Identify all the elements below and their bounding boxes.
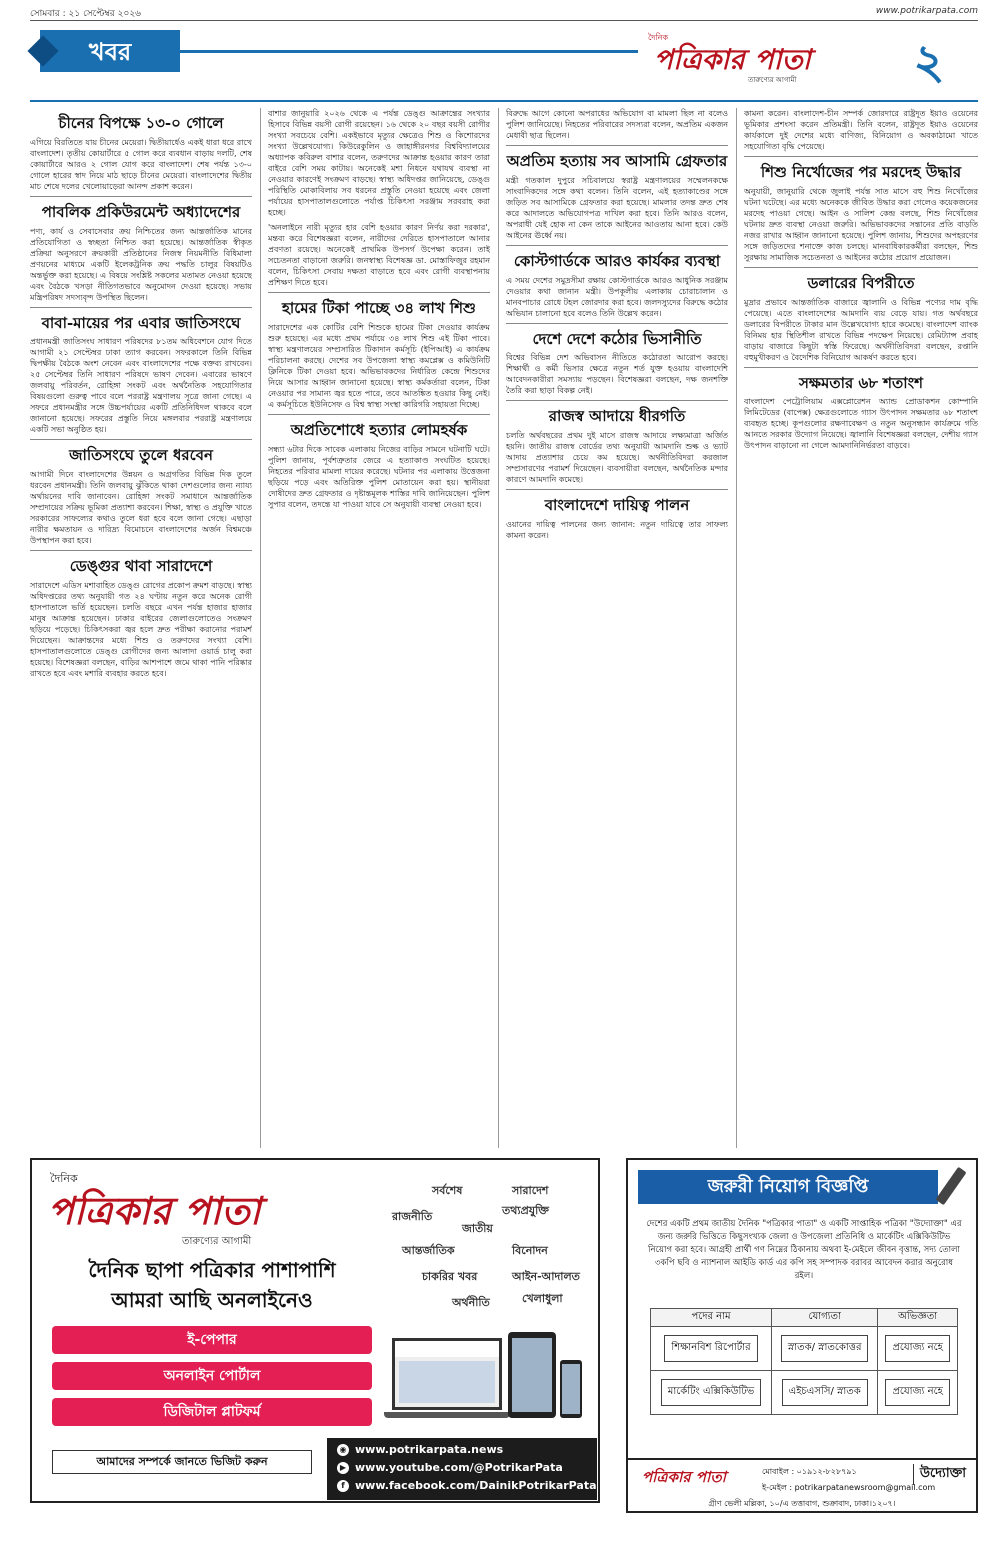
article-divider	[506, 323, 728, 324]
column-divider	[736, 108, 737, 1148]
headline[interactable]: ডেঙ্গুর থাবা সারাদেশে	[69, 557, 213, 575]
headline[interactable]: পাবলিক প্রকিউরমেন্ট অধ্যাদেশের	[41, 202, 241, 221]
category-item[interactable]: চাকরির খবর	[422, 1270, 478, 1283]
article-body: প্রধানমন্ত্রী জাতিসংঘ সাধারণ পরিষদের ৮১তম অধিবেশনে যোগ দিতে আগামী ২১ সেপ্টেম্বর ঢাকা ত্যাগ করবেন। সফরকালে তিনি বিভিন্ন দ্বিপক্ষীয় বৈঠকে অংশ নেবেন এবং বাংলাদেশের পক্ষে বক্তব্য রাখবেন। ২৫ সেপ্টেম্বর তিনি সাধারণ পরিষদে ভাষণ দেবেন। এবারের ভাষণে জলবায়ু পরিবর্তন, রোহিঙ্গা সংকট এবং অর্থনৈতিক সহযোগিতার বিষয়গুলো গুরুত্ব পাবে বলে পররাষ্ট্র মন্ত্রণালয় সূত্রে জানা গেছে। এ সফরে প্রধানমন্ত্রীর সঙ্গে উচ্চপর্যায়ের একটি প্রতিনিধিদল থাকবে বলে জানানো হয়েছে। সফরের প্রস্তুতি নিয়ে মঙ্গলবার পররাষ্ট্র মন্ত্রণালয়ে একটি সভা অনুষ্ঠিত হয়।	[30, 337, 252, 435]
contact-phone[interactable]: মোবাইল : ০১৯১২-৮২৮৭৯১	[762, 1467, 857, 1476]
top-bar	[30, 6, 978, 20]
article-body: অনুযায়ী, জানুয়ারি থেকে জুলাই পর্যন্ত সাত মাসে বহু শিশু নিখোঁজের ঘটনা ঘটেছে। এর মধ্যে অনেককে জীবিত উদ্ধার করা গেলেও কয়েকজনের মরদেহ পাওয়া গেছে। আইন ও সালিশ কেন্দ্র বলছে, শিশু নিখোঁজের ঘটনায় দ্রুত ব্যবস্থা নেওয়া জরুরি। অভিভাবকদের সন্তানের প্রতি বাড়তি নজর রাখার আহ্বান জানানো হয়েছে। পুলিশ জানায়, শিশুদের অপহরণের সঙ্গে জড়িতদের শনাক্তে কাজ চলছে। মানবাধিকারকর্মীরা বলছেন, শিশু সুরক্ষায় সামাজিক সচেতনতা ও আইনের কঠোর প্রয়োগ প্রয়োজন।	[744, 186, 978, 262]
masthead-logo	[648, 32, 868, 82]
pen-icon	[938, 1166, 966, 1210]
headline[interactable]: ডলারের বিপরীতে	[807, 273, 915, 292]
table-header: পদের নাম	[651, 1309, 772, 1327]
facebook-link[interactable]: f www.facebook.com/DainikPotrikarPata	[337, 1478, 597, 1494]
headline[interactable]: জাতিসংঘে তুলে ধরবেন	[69, 446, 213, 465]
facebook-icon: f	[337, 1480, 349, 1492]
ad-brand-name: পত্রিকার পাতা	[48, 1188, 261, 1233]
issue-date: সোমবার : ২১ সেপ্টেম্বর ২০২৬	[30, 9, 142, 19]
category-item[interactable]: তথ্যপ্রযুক্তি	[502, 1204, 549, 1217]
headline[interactable]: চীনের বিপক্ষে ১৩-০ গোলে	[58, 114, 224, 132]
article-divider	[506, 145, 728, 146]
category-item[interactable]: অর্থনীতি	[452, 1296, 490, 1309]
digital-platform-button[interactable]: ডিজিটাল প্লাটফর্ম	[52, 1398, 372, 1426]
article-divider	[506, 400, 728, 401]
job-ad	[626, 1158, 978, 1513]
devices-illustration	[392, 1332, 582, 1442]
masthead-name: পত্রিকার পাতা	[654, 43, 811, 76]
table-header: অভিজ্ঞতা	[878, 1309, 958, 1327]
headline[interactable]: অপ্রতিশোধে হত্যার লোমহর্ষক	[290, 420, 468, 439]
article-body: ওয়ানের দায়িত্ব পালনের জন্য জানান: নতুন দায়িত্বে তার সাফল্য কামনা করেন।	[506, 519, 728, 540]
column-4	[744, 108, 978, 1148]
table-cell: স্নাতক/ স্নাতকোত্তর	[781, 1335, 869, 1362]
column-divider	[260, 108, 261, 1148]
section-tab	[40, 30, 180, 72]
article-body: সারাদেশে এডিস মশাবাহিত ডেঙ্গু রোগের প্রকোপ ক্রমশ বাড়ছে। স্বাস্থ্য অধিদপ্তরের তথ্য অনুযায়ী গত ২৪ ঘণ্টায় নতুন করে অনেক রোগী হাসপাতালে ভর্তি হয়েছেন। চলতি বছরে এখন পর্যন্ত হাজার হাজার মানুষ আক্রান্ত হয়েছেন। ঢাকার বাইরের জেলাগুলোতেও সংক্রমণ ছড়িয়ে পড়েছে। চিকিৎসকরা জ্বর হলে দ্রুত পরীক্ষা করানোর পরামর্শ দিয়েছেন। আক্রান্তদের মধ্যে শিশু ও তরুণদের সংখ্যা বেশি। হাসপাতালগুলোতে ডেঙ্গু রোগীদের জন্য আলাদা ওয়ার্ড চালু করা হয়েছে। বিশেষজ্ঞরা বলছেন, বাড়ির আশপাশে জমে থাকা পানি পরিষ্কার রাখতে হবে এবং মশারি ব্যবহার করতে হবে।	[30, 580, 252, 678]
article-divider	[30, 439, 252, 440]
category-item[interactable]: জাতীয়	[462, 1222, 493, 1235]
headline[interactable]: বাবা-মায়ের পর এবার জাতিসংঘে	[41, 313, 241, 332]
category-item[interactable]: খেলাধুলা	[522, 1292, 563, 1305]
headline[interactable]: সক্ষমতার ৬৮ শতাংশ	[799, 373, 923, 392]
table-cell: শিক্ষানবিশ রিপোর্টার	[664, 1335, 757, 1362]
column-1	[30, 108, 252, 1148]
category-item[interactable]: সারাদেশ	[512, 1184, 549, 1197]
article-body: বাশার জানুয়ারি ২০২৬ থেকে এ পর্যন্ত ডেঙ্গু আক্রান্তের সংখ্যার হিসাবে বিভিন্ন বয়সী রোগী রয়েছেন। ১৬ থেকে ২০ বছর বয়সী রোগীর সংখ্যা সবচেয়ে বেশি। একইভাবে মৃত্যুর ক্ষেত্রেও শিশু ও কিশোরদের সংখ্যা উল্লেখযোগ্য। কিউরেকুলিন ও জাহাঙ্গীরনগর বিশ্ববিদ্যালয়ের অধ্যাপক কবিরুল বাশার বলেন, তরুণদের আক্রান্ত হওয়ার কারণ তারা বাইরে বেশি সময় কাটায়। অনেকেই মশা নিধনে যথাযথ ব্যবস্থা না নেওয়ার কারণেই সংক্রমণ বাড়ছে। স্বাস্থ্য অধিদপ্তর জানিয়েছে, ডেঙ্গু পরিস্থিতি মোকাবিলায় সব ধরনের প্রস্তুতি নেওয়া হয়েছে এবং জেলা পর্যায়ের হাসপাতালগুলোতে পর্যাপ্ত চিকিৎসা সরঞ্জাম সরবরাহ করা হচ্ছে।	[268, 109, 490, 217]
article-body: চলতি অর্থবছরের প্রথম দুই মাসে রাজস্ব আদায়ে লক্ষ্যমাত্রা অর্জিত হয়নি। জাতীয় রাজস্ব বোর্ডের তথ্য অনুযায়ী আমদানি শুল্ক ও ভ্যাট আদায় প্রত্যাশার চেয়ে কম হয়েছে। অর্থনীতিবিদরা করজাল সম্প্রসারণের পরামর্শ দিয়েছেন। ব্যবসায়ীরা বলছেন, অর্থনৈতিক মন্দার কারণে আমদানি কমেছে।	[506, 431, 728, 484]
article-body: মুদ্রার প্রভাবে আন্তর্জাতিক বাজারে জ্বালানি ও বিভিন্ন পণ্যের দাম বৃদ্ধি পেয়েছে। এতে বাংলাদেশের আমদানি ব্যয় বেড়ে যায়। গত অর্থবছরে ডলারের বিপরীতে টাকার মান উল্লেখযোগ্য হারে কমেছে। বাংলাদেশ ব্যাংক বিনিময় হার স্থিতিশীল রাখতে বিভিন্ন পদক্ষেপ নিয়েছে। রেমিট্যান্স প্রবাহ বাড়ায় বাজারে কিছুটা স্বস্তি ফিরেছে। অর্থনীতিবিদরা বলছেন, রপ্তানি বহুমুখীকরণ ও বৈদেশিক বিনিয়োগ আকর্ষণ করতে হবে।	[744, 297, 978, 362]
news-columns	[30, 108, 978, 1148]
headline[interactable]: বাংলাদেশে দায়িত্ব পালন	[544, 496, 690, 514]
site-url[interactable]: www.potrikarpata.com	[875, 6, 978, 16]
headline[interactable]: হামের টিকা পাচ্ছে ৩৪ লাখ শিশু	[282, 299, 476, 317]
article-divider	[506, 489, 728, 490]
section-title: খবর	[88, 37, 132, 66]
ad-headline-1: দৈনিক ছাপা পত্রিকার পাশাপাশি	[88, 1258, 336, 1282]
category-list	[382, 1180, 592, 1320]
page-header	[30, 26, 978, 94]
article-body: এ সময় দেশের সমুদ্রসীমা রক্ষায় কোস্টগার্ডকে আরও আধুনিক সরঞ্জাম দেওয়ার কথা জানান মন্ত্রী। উপকূলীয় এলাকায় চোরাচালান ও মানবপাচার রোধে টহল জোরদার করা হবে। জলদস্যুদের বিরুদ্ধে কঠোর অভিযান চালানো হবে বলেও তিনি উল্লেখ করেন।	[506, 275, 728, 318]
ad-brand-tagline: তারুণ্যের আগামী	[182, 1236, 252, 1247]
job-ad-banner: জরুরী নিয়োগ বিজ্ঞপ্তি	[638, 1170, 938, 1204]
job-ad-description: দেশের একটি প্রথম জাতীয় দৈনিক "পত্রিকার পাতা" ও একটি সাপ্তাহিক পত্রিকা "উদ্যোক্তা" এর জন্য জরুরি ভিত্তিতে কিছুসংখ্যক জেলা ও উপজেলা প্রতিনিধি ও মার্কেটিং এক্সিকিউটিভ নিয়োগ করা হবে। আগ্রহী প্রার্থী গণ নিম্নের ঠিকানায় অথবা ই-মেইলে জীবন বৃত্তান্ত, সদ্য তোলা ৩কপি ছবি ও ন্যাশনাল আইডি কার্ড এর কপি সহ সম্পাদক বরাবর আবেদন করার অনুরোধ রইল।	[646, 1219, 962, 1281]
article-divider	[30, 196, 252, 197]
article-divider	[744, 156, 978, 157]
ad-headline-2: আমরা আছি অনলাইনেও	[111, 1288, 313, 1312]
epaper-button[interactable]: ই-পেপার	[52, 1326, 372, 1354]
table-row	[651, 1327, 958, 1371]
header-rule	[180, 50, 638, 53]
article-body: বিরুদ্ধে আগে কোনো অপরাধের অভিযোগ বা মামলা ছিল না বলেও পুলিশ জানিয়েছে। নিহতের পরিবারের সদস্যরা বলেন, অপ্রতিম একজন মেধাবী ছাত্র ছিলেন।	[506, 109, 728, 140]
article-divider	[268, 414, 490, 415]
headline[interactable]: দেশে দেশে কঠোর ভিসানীতি	[532, 329, 702, 348]
article-body: কামনা করেন। বাংলাদেশ-চীন সম্পর্ক জোরদারে রাষ্ট্রদূত ইয়াও ওয়েনের ভূমিকার প্রশংসা করেন প্রতিমন্ত্রী। তিনি বলেন, রাষ্ট্রদূত ইয়াও ওয়েনের কার্যকালে দুই দেশের মধ্যে বাণিজ্য, বিনিয়োগ ও অবকাঠামো খাতে সহযোগিতা বৃদ্ধি পেয়েছে।	[744, 109, 978, 151]
globe-icon: ◉	[337, 1444, 349, 1456]
article-divider	[30, 307, 252, 308]
article-body: আগামী দিনে বাংলাদেশের উন্নয়ন ও অগ্রগতির বিভিন্ন দিক তুলে ধরবেন প্রধানমন্ত্রী। তিনি জলবায়ু ঝুঁকিতে থাকা দেশগুলোর জন্য ন্যায্য অর্থায়নের দাবি জানাবেন। রোহিঙ্গা সংকট সমাধানে আন্তর্জাতিক সম্প্রদায়ের সক্রিয় ভূমিকা প্রত্যাশা করবেন। শিক্ষা, স্বাস্থ্য ও প্রযুক্তি খাতে সরকারের সাফল্যের কথাও তুলে ধরা হবে বলে জানা গেছে। এছাড়া নারীর ক্ষমতায়ন ও দারিদ্র্য বিমোচনে বাংলাদেশের অর্জন বিশ্বমঞ্চে উপস্থাপন করা হবে।	[30, 470, 252, 545]
link-box	[327, 1438, 597, 1500]
youtube-icon: ▶	[337, 1462, 349, 1474]
table-cell: প্রযোজ্য নহে	[885, 1379, 949, 1406]
table-cell: এইচএসসি/ স্নাতক	[782, 1379, 868, 1406]
visit-label: আমাদের সম্পর্কে জানতে ভিজিট করুন	[52, 1450, 312, 1474]
table-row	[651, 1371, 958, 1415]
top-rule	[30, 20, 978, 21]
headline[interactable]: শিশু নির্খোজের পর মরদেহ উদ্ধার	[760, 163, 962, 181]
job-table	[650, 1308, 958, 1415]
column-divider	[498, 108, 499, 1148]
article-body: সারাদেশের এক কোটির বেশি শিশুকে হামের টিকা দেওয়ার কার্যক্রম শুরু হয়েছে। এর মধ্যে প্রথম পর্যায়ে ৩৪ লাখ শিশু এই টিকা পাবে। স্বাস্থ্য মন্ত্রণালয়ের সম্প্রসারিত টিকাদান কর্মসূচি (ইপিআই) এ কার্যক্রম পরিচালনা করছে। দেশের সব উপজেলা স্বাস্থ্য কমপ্লেক্স ও কমিউনিটি ক্লিনিকে টিকা দেওয়া হবে। অভিভাবকদের নির্ধারিত কেন্দ্রে শিশুদের নিয়ে আসার আহ্বান জানানো হয়েছে। স্বাস্থ্য কর্মকর্তারা বলেন, টিকা নেওয়ার পর সামান্য জ্বর হতে পারে, তবে আতঙ্কিত হওয়ার কিছু নেই। এ কর্মসূচিতে ইউনিসেফ ও বিশ্ব স্বাস্থ্য সংস্থা কারিগরি সহায়তা দিচ্ছে।	[268, 322, 490, 409]
ad-brand-daily: দৈনিক	[50, 1172, 78, 1185]
article-body: সন্ধ্যা ৬টার দিকে সাবেক এলাকায় নিজের বাড়ির সামনে ঘটনাটি ঘটে। পুলিশ জানায়, পূর্বশত্রুতার জেরে এ হত্যাকাণ্ড সংঘটিত হয়েছে। নিহতের পরিবার মামলা দায়ের করেছে। ঘটনার পর এলাকায় উত্তেজনা ছড়িয়ে পড়ে এবং অতিরিক্ত পুলিশ মোতায়েন করা হয়। স্থানীয়রা দোষীদের দ্রুত গ্রেফতার ও দৃষ্টান্তমূলক শাস্তির দাবি জানিয়েছেন। পুলিশ সুপার বলেন, তদন্তে যা পাওয়া যাবে সে অনুযায়ী ব্যবস্থা নেওয়া হবে।	[268, 444, 490, 509]
article-divider	[268, 292, 490, 293]
online-portal-button[interactable]: অনলাইন পোর্টাল	[52, 1362, 372, 1390]
masthead-daily: দৈনিক	[648, 33, 669, 42]
laptop-icon	[392, 1338, 502, 1410]
tablet-icon	[508, 1332, 556, 1418]
article-body: বাংলাদেশ পেট্রোলিয়াম এক্সপ্লোরেশন অ্যান্ড প্রোডাকশন কোম্পানি লিমিটেডের (বাপেক্স) ক্ষেত্রগুলোতে গ্যাস উৎপাদন সক্ষমতার ৬৮ শতাংশ ব্যবহৃত হচ্ছে। কূপগুলোর রক্ষণাবেক্ষণ ও নতুন অনুসন্ধান কার্যক্রমে গতি আনতে সরকার উদ্যোগ নিয়েছে। জ্বালানি বিশেষজ্ঞরা বলছেন, দেশীয় গ্যাস উৎপাদন বাড়ানো না গেলে আমদানিনির্ভরতা বাড়বে।	[744, 397, 978, 451]
youtube-link[interactable]: ▶ www.youtube.com/@PotrikarPata	[337, 1460, 563, 1476]
column-3	[506, 108, 728, 1148]
article-body: বিশ্বের বিভিন্ন দেশ অভিবাসন নীতিতে কঠোরতা আরোপ করছে। শিক্ষার্থী ও কর্মী ভিসার ক্ষেত্রে নতুন শর্ত যুক্ত হওয়ায় বাংলাদেশি আবেদনকারীরা সমস্যায় পড়ছেন। বিশেষজ্ঞরা বলছেন, দক্ষ জনশক্তি তৈরি করা ছাড়া বিকল্প নেই।	[506, 353, 728, 396]
category-item[interactable]: বিনোদন	[512, 1244, 548, 1257]
page-number: ২	[913, 34, 945, 90]
header-bottom-rule	[30, 100, 978, 102]
headline[interactable]: কোস্টগার্ডকে আরও কার্যকর ব্যবস্থা	[513, 251, 721, 270]
table-header: যোগ্যতা	[772, 1309, 878, 1327]
table-cell: প্রযোজ্য নহে	[885, 1335, 949, 1362]
table-cell: মার্কেটিং এক্সিকিউটিভ	[661, 1379, 761, 1406]
category-item[interactable]: আইন-আদালত	[512, 1270, 580, 1283]
headline[interactable]: অপ্রতিম হত্যায় সব আসামি গ্রেফতার	[506, 152, 728, 170]
article-divider	[744, 367, 978, 368]
office-address: গ্রীণ ভেলী মল্লিকা, ১০/এ তত্তাবাগ, শুক্রাবাদ, ঢাকা।১২০৭।	[708, 1499, 896, 1508]
column-2	[268, 108, 490, 1148]
phone-icon	[560, 1360, 582, 1418]
category-item[interactable]: রাজনীতি	[392, 1210, 433, 1223]
headline[interactable]: রাজস্ব আদায়ে ধীরগতি	[548, 407, 686, 426]
contact-email[interactable]: ই-মেইল : potrikarpatanewsroom@gmail.com	[762, 1483, 936, 1492]
udyokta-logo: উদ্যোক্তা	[913, 1464, 966, 1485]
article-divider	[744, 267, 978, 268]
article-body: মন্ত্রী গতকাল দুপুরে সচিবালয়ে স্বরাষ্ট্র মন্ত্রণালয়ের সম্মেলনকক্ষে সাংবাদিকদের সঙ্গে কথা বলেন। তিনি বলেন, এই হত্যাকাণ্ডের সঙ্গে জড়িত সব আসামিকে গ্রেফতার করা হয়েছে। মামলার তদন্ত দ্রুত শেষ করে আদালতে অভিযোগপত্র দাখিল করা হবে। তিনি আরও বলেন, অপরাধী যেই হোক না কেন তাকে আইনের আওতায় আনা হবে। কেউ আইনের ঊর্ধ্বে নয়।	[506, 175, 728, 240]
category-item[interactable]: আন্তর্জাতিক	[402, 1244, 455, 1257]
online-promo-ad	[30, 1158, 600, 1503]
masthead-tagline: তারুণ্যের আগামী	[748, 76, 797, 84]
category-item[interactable]: সর্বশেষ	[432, 1184, 463, 1197]
job-ad-divider	[628, 1458, 976, 1460]
article-body: পণ্য, কার্য ও সেবাসেবার ক্রয় নিশ্চিতের জন্য আন্তর্জাতিক মানের প্রতিযোগিতা ও স্বচ্ছতা নিশ্চিত করা হয়েছে। আন্তর্জাতিক স্বীকৃত প্রক্রিয়া অনুসরণে ক্রয়কারী প্রতিষ্ঠানের নিজস্ব নিয়মনীতি বিধিমালা প্রণয়নের মাধ্যমে একটি ইলেকট্রনিক ক্রয় পদ্ধতি চালুর বিষয়টিও অন্তর্ভুক্ত করা হয়েছে। এ বিষয়ে সংশ্লিষ্ট সকলের মতামত নেওয়া হয়েছে এবং বৈঠকে খসড়া নীতিগতভাবে অনুমোদন দেওয়া হয়েছে। সভায় মন্ত্রিপরিষদ সদস্যবৃন্দ উপস্থিত ছিলেন।	[30, 226, 252, 302]
website-link[interactable]: ◉ www.potrikarpata.news	[337, 1442, 503, 1458]
article-body: 'অনলাইনে নারী মৃত্যুর হার বেশি হওয়ার কারণ নির্ণয় করা দরকার', মন্তব্য করে বিশেষজ্ঞরা বলেন, নারীদের দেরিতে হাসপাতালে আনার প্রবণতা রয়েছে। অনেকেই প্রাথমিক উপসর্গ উপেক্ষা করেন। তাই সচেতনতা বাড়ানো জরুরি। জনস্বাস্থ্য বিশেষজ্ঞ ডা. মোস্তাফিজুর রহমান বলেন, চিকিৎসা সেবায় দক্ষতা বাড়াতে হবে এবং রোগী ব্যবস্থাপনায় প্রশিক্ষণ দিতে হবে।	[268, 223, 490, 287]
job-ad-logo: পত্রিকার পাতা	[642, 1468, 726, 1486]
article-body: এগিয়ে বিরতিতে যায় চীনের মেয়েরা। দ্বিতীয়ার্ধেও একই ধারা ধরে রাখে বাংলাদেশ। তৃতীয় কোয়ার্টারে ৫ গোল করে ব্যবধান বাড়ায় দলটি, শেষ কোয়ার্টারে আরও ২ গোল যোগ করে বাংলাদেশ। শেষ পর্যন্ত ১৩-০ গোলে হারের স্বাদ নিয়ে মাঠ ছাড়ে চীনের মেয়েরা। বাংলাদেশের দ্বিতীয় মাচ শেষে দলের খেলোয়াড়েরা আনন্দ প্রকাশ করেন।	[30, 137, 252, 191]
article-divider	[30, 550, 252, 551]
article-divider	[506, 245, 728, 246]
